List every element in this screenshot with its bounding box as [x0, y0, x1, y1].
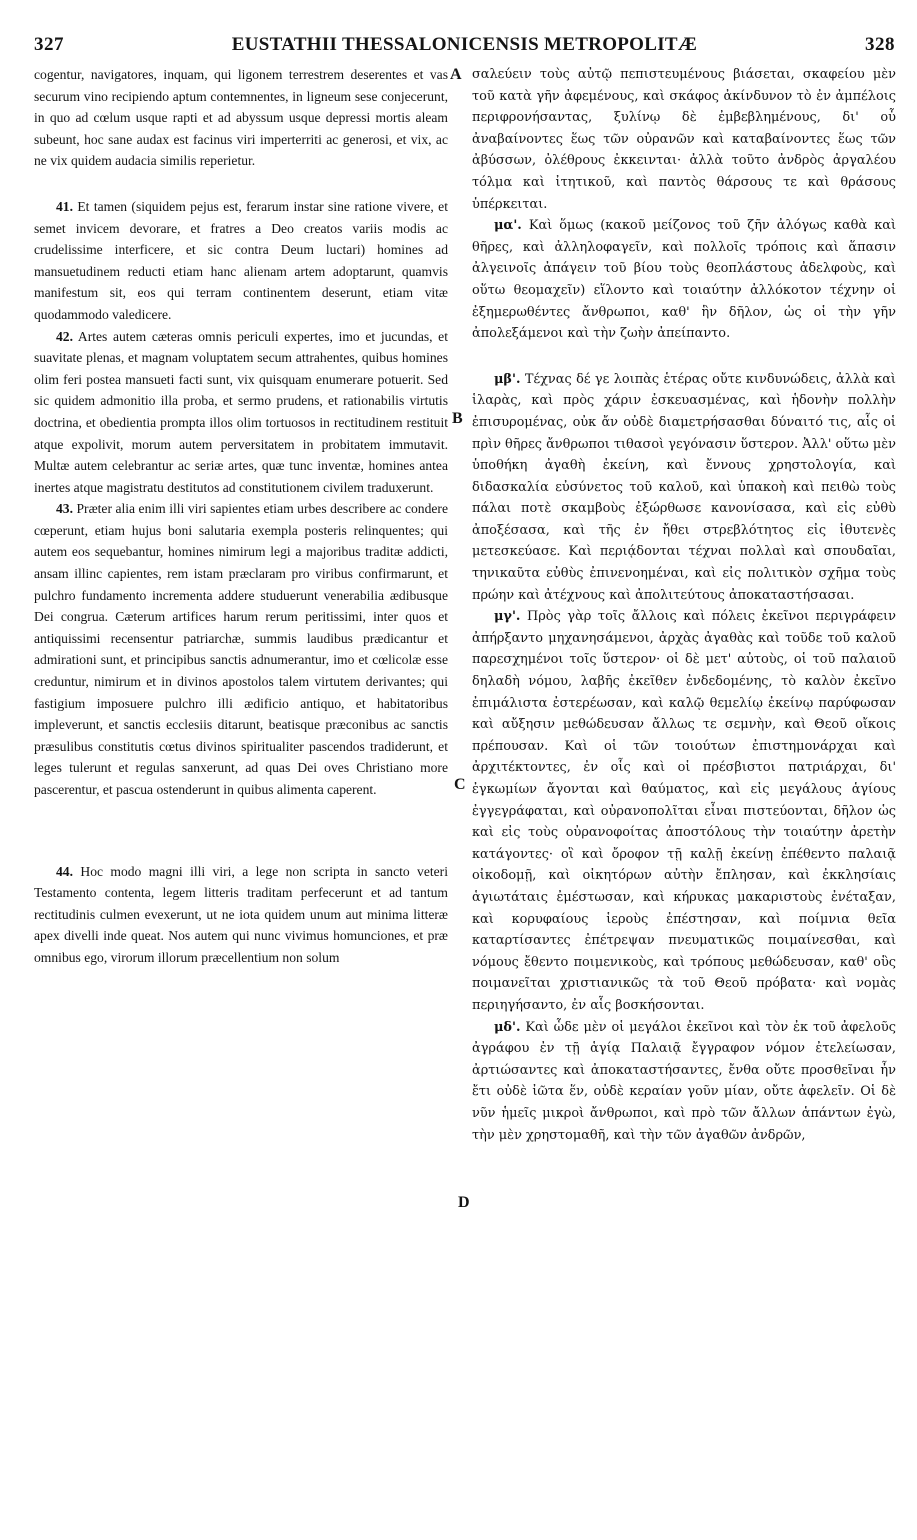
latin-column — [34, 64, 448, 1534]
latin-paragraph-continuation: cogentur, navigatores, inquam, qui ligonem terrestrem deserentes et vas securum vino recipiendo aptum contemnentes, in ligneum sese conjecerunt, in quo ad cœlum usque rapti et ad abyssum usque depressi mortis aleam subeunt, hoc sane audax est facinus viri imperterriti ac generosi, et vix, ac ne vix quidem audacia similis reperietur. — [34, 67, 448, 169]
greek-section-number-43: μγ'. — [494, 609, 521, 625]
latin-section-number-43: 43. — [56, 501, 73, 517]
latin-section-number-41: 41. — [56, 198, 73, 214]
latin-section-number-42: 42. — [56, 328, 73, 344]
greek-column — [472, 64, 896, 1534]
running-title: EUSTATHII THESSALONICENSIS METROPOLITÆ — [231, 34, 698, 55]
greek-paragraph-42 — [472, 369, 896, 607]
margin-marker-c: C — [454, 776, 466, 793]
latin-text-44: Hoc modo magni illi viri, a lege non scripta in sancto veteri Testamento contenta, legem litteris traditam perfecerunt et ad tantum rectitudinis culmen evexerunt, ut ne iota quidem unum aut minima litteræ apex divelli inde queat. Nos autem qui nunc vivimus homunciones, et præ omnibus ego, virorum illorum præcellentium non solum — [34, 863, 448, 965]
page-header — [34, 34, 895, 64]
latin-paragraph-44 — [34, 861, 448, 969]
left-page-number: 327 — [34, 34, 64, 55]
margin-marker-d: D — [458, 1194, 470, 1211]
greek-section-number-44: μδ'. — [494, 1019, 521, 1035]
greek-paragraph-41 — [472, 215, 896, 345]
latin-text-43: Præter alia enim illi viri sapientes etiam urbes describere ac condere cœperunt, etiam hujus boni salutaria exempla posteris relinquentes; qui autem eos sequebantur, homines nimirum legi a majoribus traditæ addicti, ansam illinc capientes, rem istam præclaram pro viribus confirmarunt, et pulchro fundamento incrementa addere studuerunt venerabilia ædibusque Dei congrua. Cæterum artifices harum rerum peritissimi, inter quos et antiquissimi recensentur patriarchæ, summis laudibus prædicantur et admirationi sunt, et principibus sanctis adnumerantur, imo et cœlicolæ esse creduntur, nimirum et in divinos apostolos talem virtutem derivantes; qui fastigium imposuere pulchro illi ædificio antiquo, et habitatoribus impleverunt, et sanctis ecclesiis ditarunt, beatisque præconibus ac sanctis præsulibus constitutis cœtus divinos spiritualiter pascendos tradiderunt, et leges tulerunt et regulas sanxerunt, ad quas Dei oves Christiano more pascerentur, et pascua ostenderunt in quibus alimenta caperent. — [34, 501, 448, 797]
right-page-number: 328 — [865, 34, 895, 55]
latin-paragraph-43 — [34, 498, 448, 800]
greek-section-number-41: μα'. — [494, 218, 522, 234]
greek-text-42: Τέχνας δέ γε λοιπὰς ἑτέρας οὔτε κινδυνώδεις, ἀλλὰ καὶ ἱλαρὰς, καὶ πρὸς χάριν ἐσκευασμένας, καὶ ἡδονὴν πολλὴν ἐπισυρομένας, οὐκ ἄν οὐδὲ διαμετρήσασθαι δύναιτό τις, αἷς οἱ πρὶν θῆρες ἄνθρωποι τιθασοὶ γεγόνασιν ὕστερον. Ἀλλ' οὕτω μὲν ὑποθήκη ἀγαθὴ ἐκείνη, καὶ ἔννους χρηστολογία, καὶ διδασκαλία εὐσύνετος τοῦ καλοῦ, καὶ ὑπακοὴ καὶ πειθὼ τοὺς πάλαι ποτὲ σκαμβοὺς ἐξώρθωσε κανονίσασα, καὶ εἰς εὐθὺ ἀποξέσασα, καὶ τῆς ἐν ἤθει στρεβλότητος εἰς ἰθυτενὲς μετεσκεύασε. Καὶ περιᾴδονται τέχναι πολλαὶ καὶ σπουδαῖαι, τηνικαῦτα εὐθὺς ἐπινενοημέναι, καὶ εἰς πολιτικὸν σχῆμα τοὺς πρώην καὶ ἀτέχνους καὶ ἀπολιτεύτους ἀποκαταστήσασαι. — [472, 371, 896, 603]
greek-text-41: Καὶ ὅμως (κακοῦ μείζονος τοῦ ζῆν ἀλόγως καθὰ καὶ θῆρες, καὶ ἀλληλοφαγεῖν, καὶ πολλοῖς τρόποις καὶ ἅπασιν ἀλγεινοῖς ἀπάγειν τοῦ βίου τοὺς θεοπλάστους ἀδελφοὺς, καὶ οὕτω θεομαχεῖν) εἵλοντο καὶ τοιαύτην ἀλλόκοτον τέχνην οἱ ἐξημερωθέντες ἄνθρωποι, καθ' ἣν δῆλον, ὡς οἱ τὴν γῆν ἀπολεξάμενοι καὶ τὴν ζωὴν ἀπείπαντο. — [472, 218, 896, 342]
greek-section-number-42: μβ'. — [494, 371, 521, 387]
latin-paragraph-41 — [34, 196, 448, 326]
latin-paragraph-42 — [34, 326, 448, 499]
latin-text-42: Artes autem cæteras omnis periculi expertes, imo et jucundas, et suavitate plenas, et magnam voluptatem secum attrahentes, quibus homines olim feri postea mansueti facti sunt, vix quisquam enumerare potuerit. Sed sic quidem admonitio illa proba, et sermo prudens, et rationabilis virtutis doctrina, et obedientia prompta illos olim tortuosos in rectitudinem restituit atque expolivit, morum autem perversitatem in probitatem immutavit. Multæ autem celebrantur ac seriæ artes, quæ tunc inventæ, homines antea inertes atque magistratu destitutos ad constitutionem civilem traduxerunt. — [34, 328, 448, 495]
greek-paragraph-44 — [472, 1017, 896, 1147]
column-divider — [459, 64, 460, 1534]
greek-paragraph-continuation: σαλεύειν τοὺς αὐτῷ πεπιστευμένους βιάσεται, σκαφείου μὲν τοῦ κατὰ γῆν ἀφεμένους, καὶ σκάφος ἀκίνδυνον τὸ ἐν ἀμπέλοις περιφρονήσαντας, ξυλίνῳ δὲ ἐμβεβλημένους, δι' οὗ ἀναβαίνοντες ἕως τῶν οὐρανῶν καὶ καταβαίνοντες ἕως τῶν ἀβύσσων, ὀλέθρους ἐκκεινται· ἀλλὰ τοῦτο ἀνδρὸς ἀργαλέου τόλμα καὶ ἰτητικοῦ, καὶ παντὸς θάρσους τε καὶ θράσους ὑπέρκειται. — [472, 67, 896, 212]
greek-text-43: Πρὸς γὰρ τοῖς ἄλλοις καὶ πόλεις ἐκεῖνοι περιγράφειν ἀπήρξαντο μηχανησάμενοι, ἀρχὰς ἀγαθὰς καὶ τοῦδε τοῦ καλοῦ παρεσχημένοι τοῖς ὕστερον· οἱ δὲ μετ' αὐτοὺς, οἱ τοῦ παλαιοῦ δηλαδὴ νόμου, λαβῆς ἐκεῖθεν ἐνδεδομένης, τὸ καλὸν ἐκεῖνο ἐπιμάλιστα ἐστερέωσαν, καὶ καλῷ θεμελίῳ ἐκείνῳ παρύφωσαν καὶ αὔξησιν μεθώδευσαν ἄλλως τε σεμνὴν, καὶ Θεοῦ οἴκοις πρέπουσαν. Καὶ οἱ τῶν τοιούτων ἐπιστημονάρχαι καὶ ἀρχιτέκτοντες, ἐν οἷς καὶ οἱ πρέσβιστοι πατριάρχαι, δι' ἐγκωμίων ἄγονται καὶ θαύματος, καὶ εἰς μεγάλους ἁγίους ἐγγεγράφαται, καὶ οὐρανοπολῖται εἶναι πιστεύονται, δῆλον ὡς καὶ εἰς τοὺς οὐρανοφοίτας ἀποστόλους τὴν τοιαύτην ἀρετὴν κατάγοντες· οἳ καὶ ὄροφον τῇ καλῇ ἐκείνῃ ἐπέθεντο παλαιᾷ οἰκοδομῇ, καὶ οἰκητόρων αὐτὴν ἔπλησαν, καὶ ἐκκλησίαις ἁγιωτάταις ἐμέστωσαν, καὶ κήρυκας μακαριστοὺς ἐνέταξαν, καὶ κορυφαίους ἱεροὺς ἐπέστησαν, καὶ ποίμνια θεῖα καταρτίσαντες ἐπέτρεψαν πνευματικῶς ποιμαίνεσθαι, καὶ νόμους ἔθεντο ποιμενικοὺς, καὶ τρόπους μεθώδευσαν, καθ' οὓς ποιμανεῖται χριστιανικῶς τὰ τοῦ Θεοῦ πρόβατα· καὶ νομὰς περιηγήσαντο, ἐν αἷς βοσκήσονται. — [472, 609, 896, 1013]
greek-paragraph-43 — [472, 606, 896, 1016]
greek-text-44: Καὶ ὧδε μὲν οἱ μεγάλοι ἐκεῖνοι καὶ τὸν ἐκ τοῦ ἀφελοῦς ἀγράφου ἐν τῇ ἁγίᾳ Παλαιᾷ ἔγγραφον νόμον ἐτελείωσαν, ἀρτιώσαντες καὶ ἀποκαταστήσαντες, ἔνθα οὔτε προσθεῖναι ἦν ἔτι οὐδὲ ἰῶτα ἕν, οὐδὲ κεραίαν γοῦν μίαν, οὔτε ἀφελεῖν. Οἱ δὲ νῦν ἡμεῖς μικροὶ ἄνθρωποι, καὶ πρὸ τῶν ἄλλων ἁπάντων ἐγὼ, τὴν μὲν χρηστομαθῆ, καὶ τὴν τῶν ἀγαθῶν ἀνδρῶν, — [472, 1019, 896, 1143]
latin-text-41: Et tamen (siquidem pejus est, ferarum instar sine ratione vivere, et semet invicem devorare, et fratres a Deo creatos variis modis ac crudelissime interficere, et sic contra Deum luctari) homines ad mansuetudinem reducti etiam hanc alienam artem adoptarunt, quamvis manifestum sit, eos qui terram continentem deserunt, etiam vitæ quodammodo valedicere. — [34, 198, 448, 322]
margin-marker-a: A — [450, 66, 462, 83]
latin-section-number-44: 44. — [56, 863, 73, 879]
margin-marker-b: B — [452, 410, 463, 427]
